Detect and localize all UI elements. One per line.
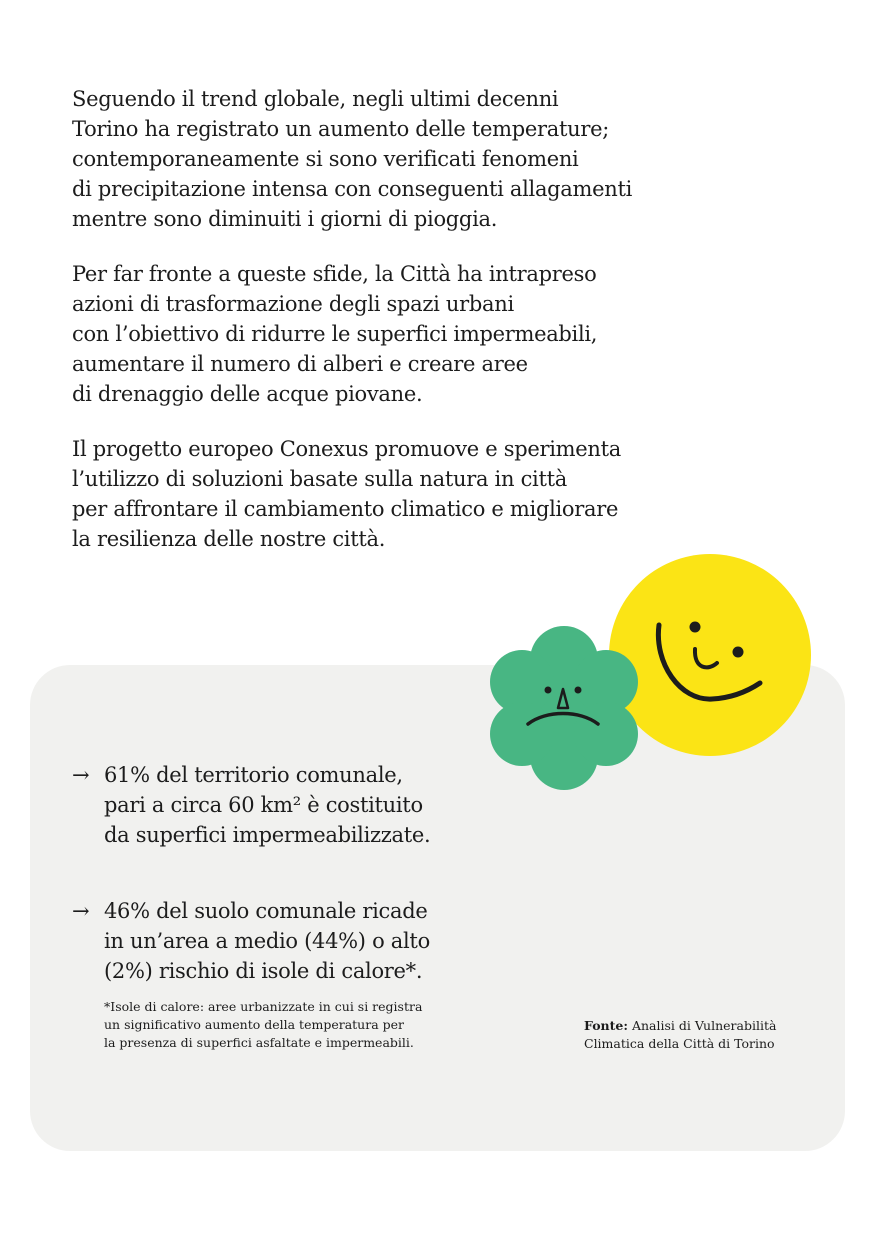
stat-line: da superfici impermeabilizzate. (104, 823, 431, 847)
text-line: mentre sono diminuiti i giorni di pioggia. (72, 207, 498, 231)
arrow-right-icon: → (72, 899, 90, 923)
footnote (104, 998, 422, 1052)
text-line: la resilienza delle nostre città. (72, 527, 386, 551)
stat-impermeable-surfaces (72, 760, 492, 850)
source-label: Fonte: (584, 1018, 628, 1033)
arrow-right-icon: → (72, 763, 90, 787)
stat-heat-islands (72, 896, 492, 986)
paragraph-trend (72, 84, 792, 234)
sad-face-icon (488, 626, 640, 790)
text-line: Seguendo il trend globale, negli ultimi decenni (72, 87, 559, 111)
text-line: con l’obiettivo di ridurre le superfici impermeabili, (72, 322, 598, 346)
paragraph-actions (72, 259, 792, 409)
text-line: Per far fronte a queste sfide, la Città ha intrapreso (72, 262, 597, 286)
text-line: Il progetto europeo Conexus promuove e sperimenta (72, 437, 621, 461)
paragraph-conexus (72, 434, 792, 554)
text-line: Torino ha registrato un aumento delle temperature; (72, 117, 610, 141)
stat-line: in un’area a medio (44%) o alto (104, 929, 430, 953)
text-line: l’utilizzo di soluzioni basate sulla natura in città (72, 467, 567, 491)
text-line: contemporaneamente si sono verificati fenomeni (72, 147, 579, 171)
intro-text (72, 84, 792, 579)
stat-line: pari a circa 60 km² è costituito (104, 793, 423, 817)
text-line: di precipitazione intensa con conseguenti allagamenti (72, 177, 633, 201)
text-line: per affrontare il cambiamento climatico e migliorare (72, 497, 619, 521)
source-line: Climatica della Città di Torino (584, 1036, 775, 1051)
source-note (584, 1017, 776, 1053)
footnote-line: *Isole di calore: aree urbanizzate in cui si registra (104, 999, 423, 1014)
source-line (584, 1017, 776, 1035)
footnote-line: la presenza di superfici asfaltate e impermeabili. (104, 1035, 414, 1050)
stat-line: 46% del suolo comunale ricade (104, 899, 428, 923)
stat-line: (2%) rischio di isole di calore*. (104, 959, 423, 983)
source-text: Analisi di Vulnerabilità (627, 1018, 777, 1033)
stat-line: 61% del territorio comunale, (104, 763, 403, 787)
text-line: azioni di trasformazione degli spazi urbani (72, 292, 514, 316)
text-line: di drenaggio delle acque piovane. (72, 382, 423, 406)
footnote-line: un significativo aumento della temperatura per (104, 1017, 405, 1032)
text-line: aumentare il numero di alberi e creare aree (72, 352, 528, 376)
